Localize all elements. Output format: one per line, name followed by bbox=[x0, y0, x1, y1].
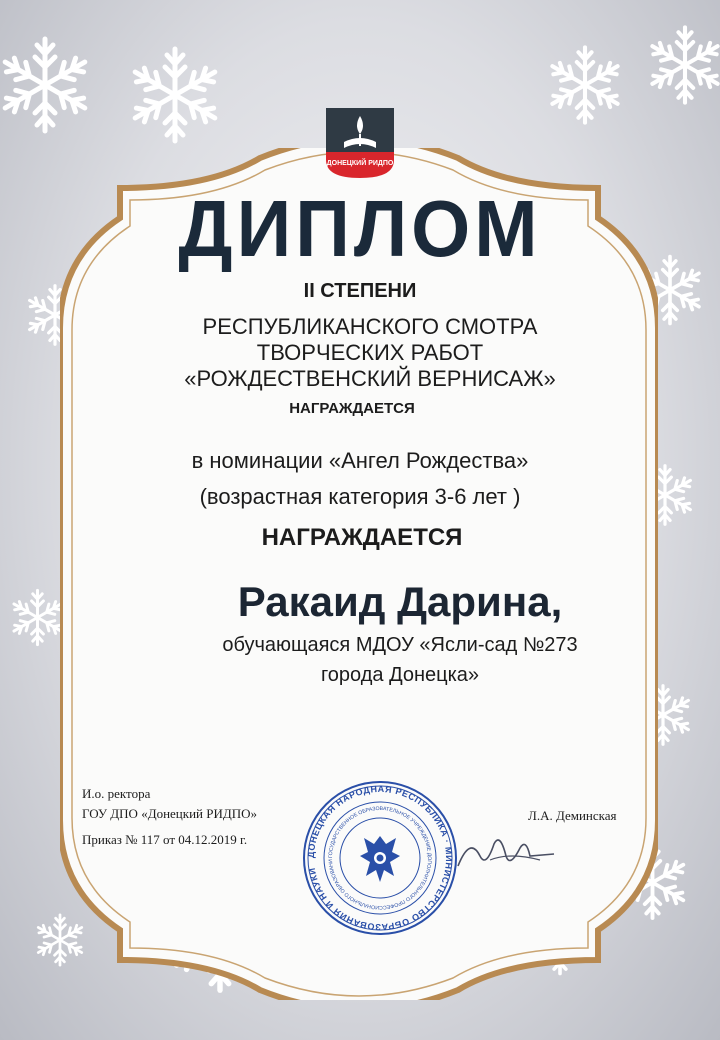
diploma-title: ДИПЛОМ bbox=[178, 184, 542, 275]
awarded-label-large: НАГРАЖДАЕТСЯ bbox=[261, 524, 463, 551]
event-line-1: РЕСПУБЛИКАНСКОГО СМОТРА bbox=[202, 314, 538, 339]
event-line-3: «РОЖДЕСТВЕНСКИЙ ВЕРНИСАЖ» bbox=[184, 366, 556, 391]
signer-position: И.о. ректора bbox=[82, 786, 151, 801]
awarded-label-small: НАГРАЖДАЕТСЯ bbox=[289, 400, 415, 417]
snowflake-icon bbox=[120, 40, 230, 150]
signer-name: Л.А. Деминская bbox=[528, 808, 617, 823]
institution-line-1: обучающаяся МДОУ «Ясли-сад №273 bbox=[222, 634, 578, 656]
handwritten-signature bbox=[450, 826, 560, 876]
order-reference: Приказ № 117 от 04.12.2019 г. bbox=[82, 832, 248, 847]
ridpo-logo bbox=[322, 104, 398, 180]
age-category-text: (возрастная категория 3-6 лет ) bbox=[199, 484, 521, 509]
diploma-degree: II СТЕПЕНИ bbox=[303, 280, 417, 302]
seal-outer-text: ДОНЕЦКАЯ НАРОДНАЯ РЕСПУБЛИКА · МИНИСТЕРСТВО ОБРАЗОВАНИЯ И НАУКИ bbox=[305, 783, 455, 933]
institution-line-2: города Донецка» bbox=[320, 664, 480, 686]
logo-label: ДОНЕЦКИЙ РИДПО bbox=[326, 160, 394, 167]
snowflake-icon bbox=[0, 30, 100, 140]
nomination-text: в номинации «Ангел Рождества» bbox=[191, 448, 529, 473]
event-line-2: ТВОРЧЕСКИХ РАБОТ bbox=[256, 340, 484, 365]
eagle-emblem-icon bbox=[360, 836, 400, 882]
signer-organization: ГОУ ДПО «Донецкий РИДПО» bbox=[82, 806, 257, 821]
snowflake-icon bbox=[640, 20, 720, 110]
official-seal bbox=[300, 778, 460, 938]
recipient-name: Ракаид Дарина, bbox=[237, 578, 563, 625]
snowflake-icon bbox=[540, 40, 630, 130]
seal-inner-text: ГОСУДАРСТВЕННОЕ ОБРАЗОВАТЕЛЬНОЕ УЧРЕЖДЕНИЕ ДОПОЛНИТЕЛЬНОГО ПРОФЕССИОНАЛЬНОГО ОБРАЗОВАНИ bbox=[327, 805, 433, 911]
